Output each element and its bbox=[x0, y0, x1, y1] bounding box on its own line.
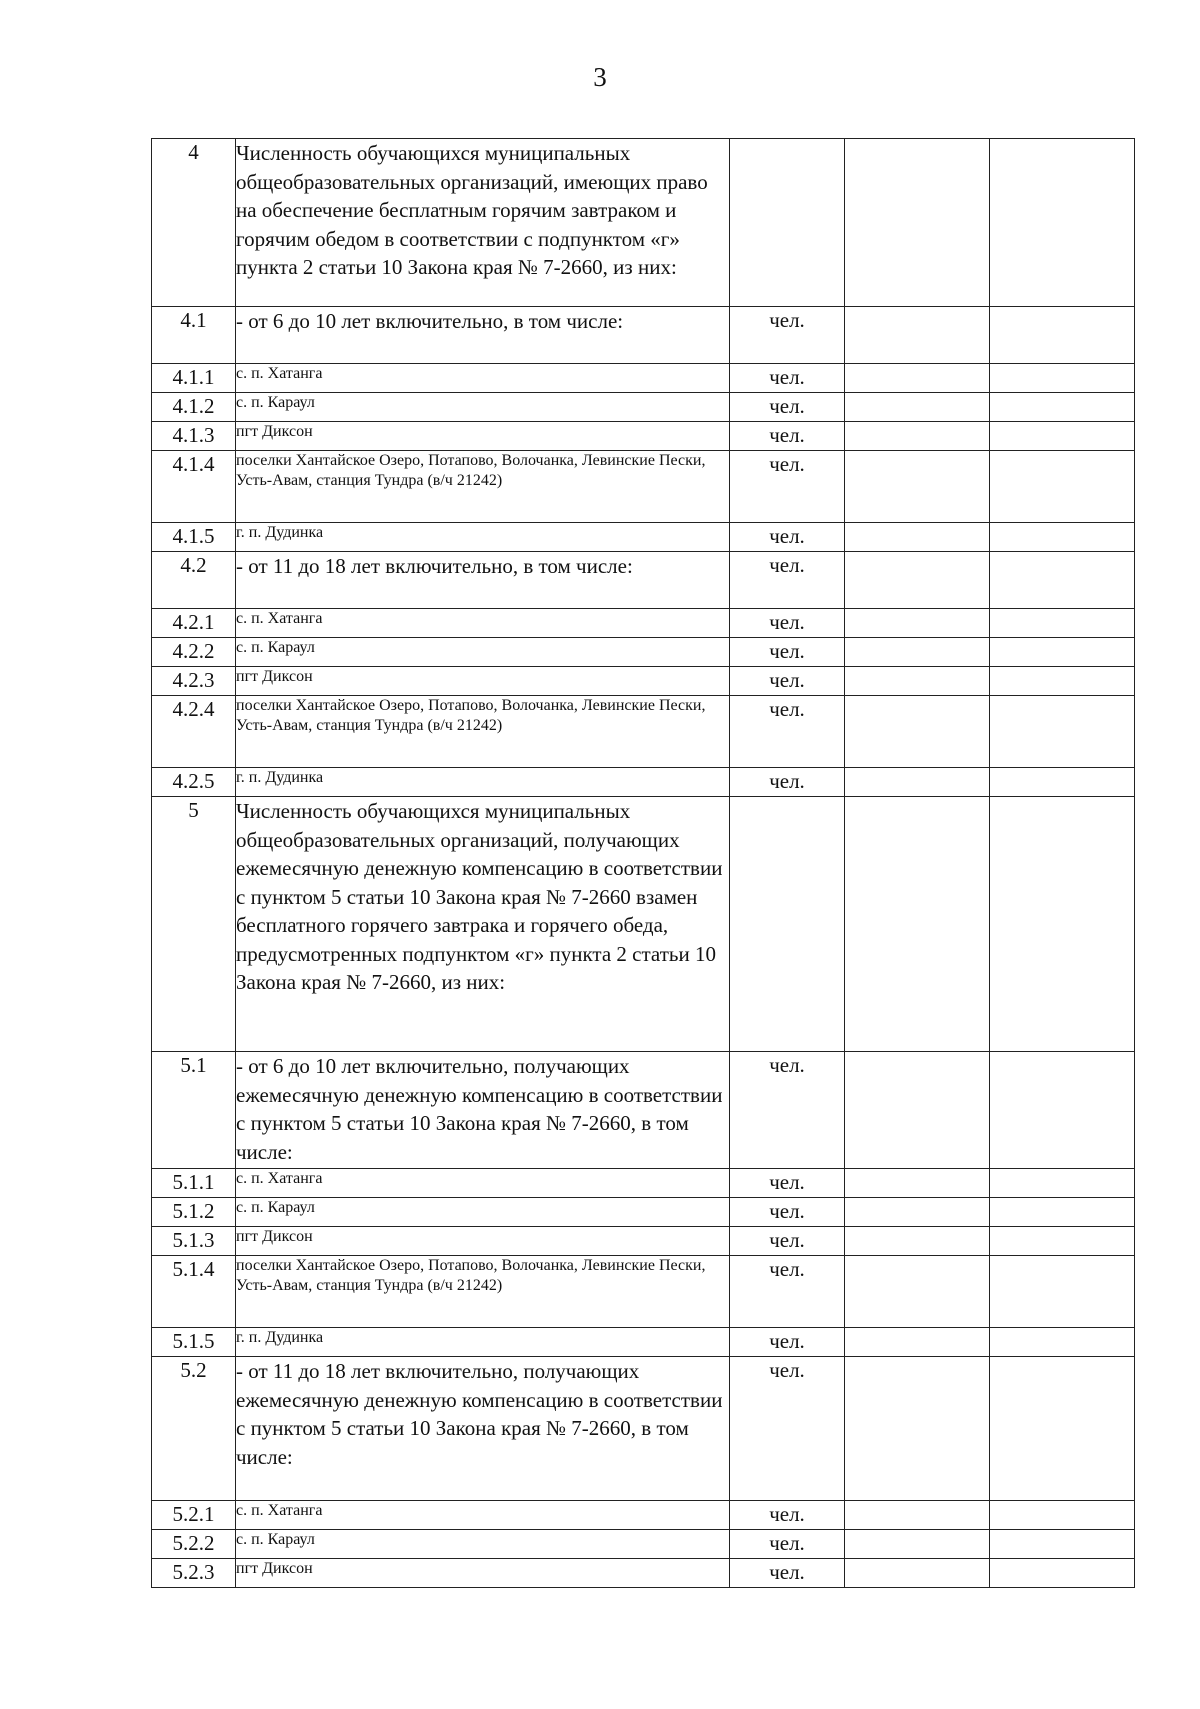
value-cell bbox=[845, 797, 990, 1052]
row-description: с. п. Хатанга bbox=[236, 364, 730, 393]
row-number: 5.1.2 bbox=[152, 1198, 236, 1227]
table-row bbox=[152, 1169, 1135, 1198]
page-number: 3 bbox=[593, 62, 607, 92]
value-cell bbox=[845, 768, 990, 797]
row-unit: чел. bbox=[730, 1357, 845, 1501]
table-row bbox=[152, 768, 1135, 797]
table-row bbox=[152, 1530, 1135, 1559]
value-cell bbox=[990, 1256, 1135, 1328]
value-cell bbox=[990, 552, 1135, 609]
table-row bbox=[152, 552, 1135, 609]
table-row bbox=[152, 307, 1135, 364]
row-description: г. п. Дудинка bbox=[236, 768, 730, 797]
row-number: 4.1.5 bbox=[152, 523, 236, 552]
value-cell bbox=[845, 609, 990, 638]
table-row bbox=[152, 1559, 1135, 1588]
value-cell bbox=[845, 1256, 990, 1328]
value-cell bbox=[990, 393, 1135, 422]
value-cell bbox=[990, 768, 1135, 797]
row-unit: чел. bbox=[730, 1501, 845, 1530]
row-number: 5.1.1 bbox=[152, 1169, 236, 1198]
value-cell bbox=[845, 1530, 990, 1559]
value-cell bbox=[845, 1357, 990, 1501]
table-row bbox=[152, 1501, 1135, 1530]
row-description: поселки Хантайское Озеро, Потапово, Волочанка, Левинские Пески, Усть-Авам, станция Тундра (в/ч 21242) bbox=[236, 696, 730, 768]
row-description: пгт Диксон bbox=[236, 1559, 730, 1588]
row-unit: чел. bbox=[730, 364, 845, 393]
value-cell bbox=[990, 609, 1135, 638]
table-row bbox=[152, 1198, 1135, 1227]
row-description: с. п. Караул bbox=[236, 393, 730, 422]
row-unit: чел. bbox=[730, 1227, 845, 1256]
row-number: 5.1 bbox=[152, 1052, 236, 1169]
row-description: с. п. Караул bbox=[236, 638, 730, 667]
value-cell bbox=[845, 422, 990, 451]
row-number: 4.2.3 bbox=[152, 667, 236, 696]
table-row bbox=[152, 523, 1135, 552]
row-description: пгт Диксон bbox=[236, 422, 730, 451]
value-cell bbox=[845, 1169, 990, 1198]
row-description: Численность обучающихся муниципальных общеобразовательных организаций, имеющих право на обеспечение бесплатным горячим завтраком и горячим обедом в соответствии с подпунктом «г» пункта 2 статьи 10 Закона края № 7-2660, из них: bbox=[236, 139, 730, 307]
value-cell bbox=[845, 1052, 990, 1169]
table-row bbox=[152, 139, 1135, 307]
row-unit: чел. bbox=[730, 451, 845, 523]
row-unit: чел. bbox=[730, 768, 845, 797]
row-number: 5.1.4 bbox=[152, 1256, 236, 1328]
value-cell bbox=[990, 364, 1135, 393]
table-row bbox=[152, 1052, 1135, 1169]
row-unit: чел. bbox=[730, 523, 845, 552]
row-unit: чел. bbox=[730, 1559, 845, 1588]
table-row bbox=[152, 364, 1135, 393]
row-number: 5.2.3 bbox=[152, 1559, 236, 1588]
value-cell bbox=[990, 1052, 1135, 1169]
row-unit: чел. bbox=[730, 638, 845, 667]
row-unit bbox=[730, 797, 845, 1052]
value-cell bbox=[990, 422, 1135, 451]
value-cell bbox=[845, 696, 990, 768]
value-cell bbox=[990, 638, 1135, 667]
value-cell bbox=[845, 638, 990, 667]
row-number: 4.2.1 bbox=[152, 609, 236, 638]
row-number: 4.1.3 bbox=[152, 422, 236, 451]
row-description: - от 6 до 10 лет включительно, в том числе: bbox=[236, 307, 730, 364]
value-cell bbox=[990, 797, 1135, 1052]
value-cell bbox=[990, 696, 1135, 768]
row-number: 4 bbox=[152, 139, 236, 307]
value-cell bbox=[990, 1227, 1135, 1256]
value-cell bbox=[845, 307, 990, 364]
row-number: 4.2 bbox=[152, 552, 236, 609]
value-cell bbox=[845, 139, 990, 307]
value-cell bbox=[990, 1328, 1135, 1357]
row-description: - от 11 до 18 лет включительно, получающих ежемесячную денежную компенсацию в соответствии с пунктом 5 статьи 10 Закона края № 7-2660, в том числе: bbox=[236, 1357, 730, 1501]
value-cell bbox=[990, 451, 1135, 523]
value-cell bbox=[990, 307, 1135, 364]
value-cell bbox=[845, 667, 990, 696]
value-cell bbox=[845, 393, 990, 422]
row-description: пгт Диксон bbox=[236, 667, 730, 696]
row-description: с. п. Хатанга bbox=[236, 1501, 730, 1530]
row-unit bbox=[730, 139, 845, 307]
row-unit: чел. bbox=[730, 422, 845, 451]
row-unit: чел. bbox=[730, 307, 845, 364]
value-cell bbox=[845, 451, 990, 523]
table-row bbox=[152, 797, 1135, 1052]
value-cell bbox=[990, 1559, 1135, 1588]
row-description: г. п. Дудинка bbox=[236, 1328, 730, 1357]
row-description: - от 11 до 18 лет включительно, в том числе: bbox=[236, 552, 730, 609]
value-cell bbox=[845, 1328, 990, 1357]
table-row bbox=[152, 667, 1135, 696]
row-unit: чел. bbox=[730, 393, 845, 422]
value-cell bbox=[845, 364, 990, 393]
value-cell bbox=[990, 139, 1135, 307]
row-description: поселки Хантайское Озеро, Потапово, Волочанка, Левинские Пески, Усть-Авам, станция Тундра (в/ч 21242) bbox=[236, 1256, 730, 1328]
row-number: 5.2 bbox=[152, 1357, 236, 1501]
table-row bbox=[152, 696, 1135, 768]
row-number: 4.2.4 bbox=[152, 696, 236, 768]
indicator-table bbox=[151, 138, 1135, 1588]
row-unit: чел. bbox=[730, 1198, 845, 1227]
row-number: 5.1.3 bbox=[152, 1227, 236, 1256]
row-number: 4.1 bbox=[152, 307, 236, 364]
row-description: г. п. Дудинка bbox=[236, 523, 730, 552]
row-description: с. п. Караул bbox=[236, 1530, 730, 1559]
row-number: 4.2.2 bbox=[152, 638, 236, 667]
value-cell bbox=[990, 1169, 1135, 1198]
row-unit: чел. bbox=[730, 1530, 845, 1559]
value-cell bbox=[845, 523, 990, 552]
row-unit: чел. bbox=[730, 552, 845, 609]
value-cell bbox=[990, 1501, 1135, 1530]
value-cell bbox=[990, 523, 1135, 552]
row-description: поселки Хантайское Озеро, Потапово, Волочанка, Левинские Пески, Усть-Авам, станция Тундра (в/ч 21242) bbox=[236, 451, 730, 523]
row-unit: чел. bbox=[730, 1052, 845, 1169]
row-description: с. п. Караул bbox=[236, 1198, 730, 1227]
value-cell bbox=[845, 552, 990, 609]
row-description: - от 6 до 10 лет включительно, получающих ежемесячную денежную компенсацию в соответствии с пунктом 5 статьи 10 Закона края № 7-2660, в том числе: bbox=[236, 1052, 730, 1169]
table-row bbox=[152, 1256, 1135, 1328]
table-row bbox=[152, 609, 1135, 638]
table-row bbox=[152, 422, 1135, 451]
row-number: 5.2.1 bbox=[152, 1501, 236, 1530]
row-number: 4.2.5 bbox=[152, 768, 236, 797]
value-cell bbox=[845, 1227, 990, 1256]
row-unit: чел. bbox=[730, 1169, 845, 1198]
table-row bbox=[152, 451, 1135, 523]
row-number: 5.1.5 bbox=[152, 1328, 236, 1357]
row-description: с. п. Хатанга bbox=[236, 1169, 730, 1198]
value-cell bbox=[845, 1198, 990, 1227]
table-row bbox=[152, 393, 1135, 422]
row-unit: чел. bbox=[730, 1256, 845, 1328]
row-unit: чел. bbox=[730, 1328, 845, 1357]
row-number: 4.1.2 bbox=[152, 393, 236, 422]
value-cell bbox=[845, 1559, 990, 1588]
value-cell bbox=[990, 1198, 1135, 1227]
table-row bbox=[152, 1328, 1135, 1357]
value-cell bbox=[990, 1530, 1135, 1559]
row-unit: чел. bbox=[730, 609, 845, 638]
row-number: 4.1.4 bbox=[152, 451, 236, 523]
value-cell bbox=[990, 1357, 1135, 1501]
row-description: пгт Диксон bbox=[236, 1227, 730, 1256]
table-row bbox=[152, 1227, 1135, 1256]
row-description: с. п. Хатанга bbox=[236, 609, 730, 638]
row-number: 4.1.1 bbox=[152, 364, 236, 393]
row-unit: чел. bbox=[730, 696, 845, 768]
row-number: 5 bbox=[152, 797, 236, 1052]
table-row bbox=[152, 638, 1135, 667]
row-number: 5.2.2 bbox=[152, 1530, 236, 1559]
row-unit: чел. bbox=[730, 667, 845, 696]
value-cell bbox=[990, 667, 1135, 696]
table-row bbox=[152, 1357, 1135, 1501]
value-cell bbox=[845, 1501, 990, 1530]
row-description: Численность обучающихся муниципальных общеобразовательных организаций, получающих ежемесячную денежную компенсацию в соответствии с пунктом 5 статьи 10 Закона края № 7-2660 взамен бесплатного горячего завтрака и горячего обеда, предусмотренных подпунктом «г» пункта 2 статьи 10 Закона края № 7-2660, из них: bbox=[236, 797, 730, 1052]
